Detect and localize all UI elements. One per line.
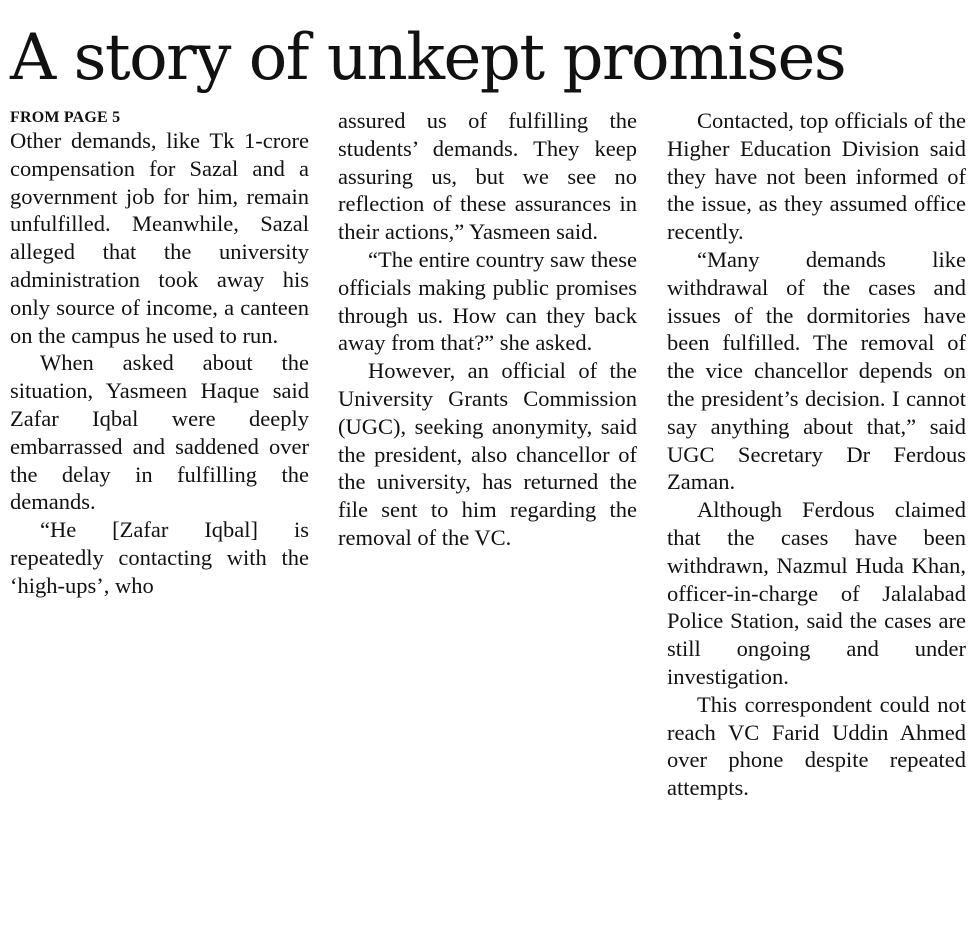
headline: A story of unkept promises [10,21,846,95]
article-column-2 [338,107,637,552]
paragraph: “Many demands like withdrawal of the cases and issues of the dormitories have been fulfilled. The removal of the vice chancellor depends on the president’s decision. I cannot say anything about that,” said UGC Secretary Dr Ferdous Zaman. [667,246,966,495]
article-column-3 [667,107,966,802]
paragraph: Other demands, like Tk 1-crore compensation for Sazal and a government job for him, remain unfulfilled. Meanwhile, Sazal alleged that the university administration took away his only source of income, a canteen on the campus he used to run. [10,128,309,348]
paragraph: “He [Zafar Iqbal] is repeatedly contacting with the ‘high-ups’, who [10,517,309,598]
continuation-kicker: FROM PAGE 5 [10,109,121,126]
paragraph: Contacted, top officials of the Higher Education Division said they have not been informed of the issue, as they assumed office recently. [667,108,966,245]
paragraph: Although Ferdous claimed that the cases have been withdrawn, Nazmul Huda Khan, officer-in-charge of Jalalabad Police Station, said the cases are still ongoing and under investigation. [667,497,966,689]
paragraph: “The entire country saw these officials making public promises through us. How can they back away from that?” she asked. [338,246,637,356]
paragraph: assured us of fulfilling the students’ demands. They keep assuring us, but we see no reflection of these assurances in their actions,” Yasmeen said. [338,108,637,245]
paragraph: However, an official of the University Grants Commission (UGC), seeking anonymity, said the president, also chancellor of the university, has returned the file sent to him regarding the removal of the VC. [338,358,637,550]
article-column-1 [10,107,309,600]
paragraph: When asked about the situation, Yasmeen Haque said Zafar Iqbal were deeply embarrassed and saddened over the delay in fulfilling the demands. [10,350,309,515]
paragraph: This correspondent could not reach VC Farid Uddin Ahmed over phone despite repeated attempts. [667,691,966,801]
